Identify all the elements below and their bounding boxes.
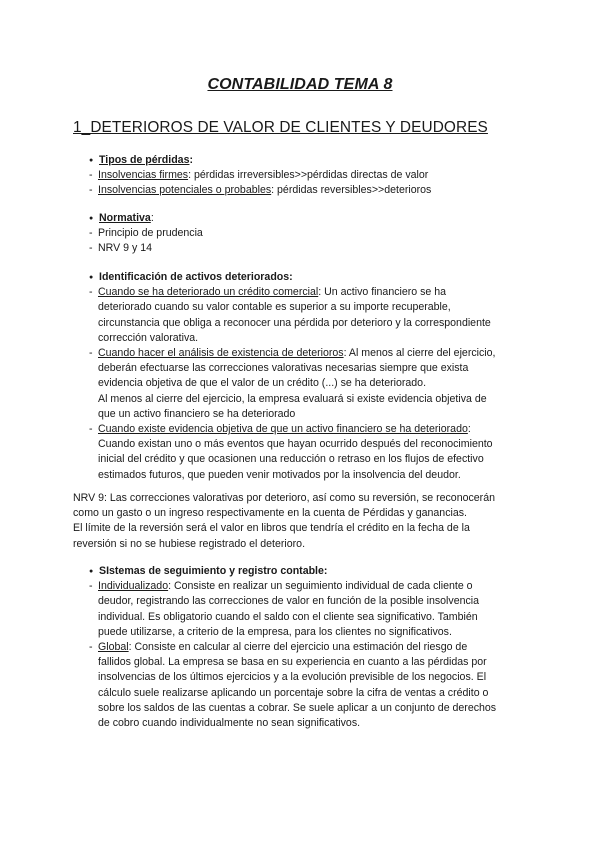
sistemas-title: SIstemas de seguimiento y registro contable: — [99, 565, 328, 577]
sistemas-bullet — [73, 564, 533, 579]
identificacion-bullet — [73, 270, 533, 285]
normativa-title: Normativa — [99, 212, 151, 224]
list-item: - Cuando existe evidencia objetiva de que un activo financiero se ha deteriorado: Cuando existan uno o más eventos que hayan ocurrido después del reconocimiento inicial del crédito y que ocasionen una reducción o retraso en los flujos de efectivo estimados futuros, que pueden venir motivados por la insolvencia del deudor. — [89, 423, 493, 481]
list-item: - NRV 9 y 14 — [89, 242, 152, 255]
document-title: CONTABILIDAD TEMA 8 — [207, 76, 393, 93]
nrv9-paragraph: NRV 9: Las correcciones valorativas por deterioro, así como su reversión, se reconocerán como un gasto o un ingreso respectivamente en la cuenta de Pérdidas y ganancias. El límite de la reversión será el valor en libros que tendría el crédito en la fecha de la reversión si no se hubiese registrado el deterioro. — [73, 492, 495, 550]
list-item: - Insolvencias potenciales o probables: pérdidas reversibles>>deterioros — [89, 184, 432, 197]
section-heading: 1_DETERIOROS DE VALOR DE CLIENTES Y DEUDORES — [73, 119, 488, 136]
tipos-title: Tipos de pérdidas — [99, 154, 190, 166]
list-item: - Principio de prudencia — [89, 227, 203, 240]
list-item: - Insolvencias firmes: pérdidas irreversibles>>pérdidas directas de valor — [89, 169, 429, 182]
sistemas-section — [73, 564, 533, 731]
identificacion-section — [73, 270, 533, 483]
normativa-section — [73, 211, 533, 257]
list-item: - Global: Consiste en calcular al cierre del ejercicio una estimación del riesgo de fallidos global. La empresa se basa en su experiencia en cuanto a las pérdidas por insolvencias de los últimos ejercicios y a la evolución previsible de los negocios. El cálculo suele realizarse aplicando un porcentaje sobre la cifra de ventas a crédito o sobre los saldos de las cuentas a cobrar. Se suele aplicar a un conjunto de derechos de cobro cuando individualmente no sean significativos. — [89, 641, 497, 730]
tipos-bullet: ● Tipos de pérdidas: — [73, 153, 533, 168]
list-item: - Cuando hacer el análisis de existencia de deterioros: Al menos al cierre del ejercicio, deberán efectuarse las correcciones valorativas necesarias siempre que exista evidencia objetiva de que el valor de un crédito (...) se ha deteriorado. Al menos al cierre del ejercicio, la empresa evaluará si existe evidencia objetiva de que un activo financiero se ha deteriorado — [89, 347, 496, 420]
list-item: - Individualizado: Consiste en realizar un seguimiento individual de cada cliente o deudor, registrando las correcciones de valor en función de la posible insolvencia individual. Es obligatorio cuando el saldo con el cliente sea significativo. También puede utilizarse, a criterio de la empresa, para los clientes no significativos. — [89, 580, 480, 638]
tipos-section — [73, 153, 533, 199]
normativa-bullet: ● Normativa: — [73, 211, 533, 226]
list-item: - Cuando se ha deteriorado un crédito comercial: Un activo financiero se ha deteriorado cuando su valor contable es superior a su importe recuperable, circunstancia que obliga a reconocer una pérdida por deterioro y la correspondiente corrección valorativa. — [89, 286, 491, 344]
identificacion-title: Identificación de activos deteriorados: — [99, 271, 293, 283]
